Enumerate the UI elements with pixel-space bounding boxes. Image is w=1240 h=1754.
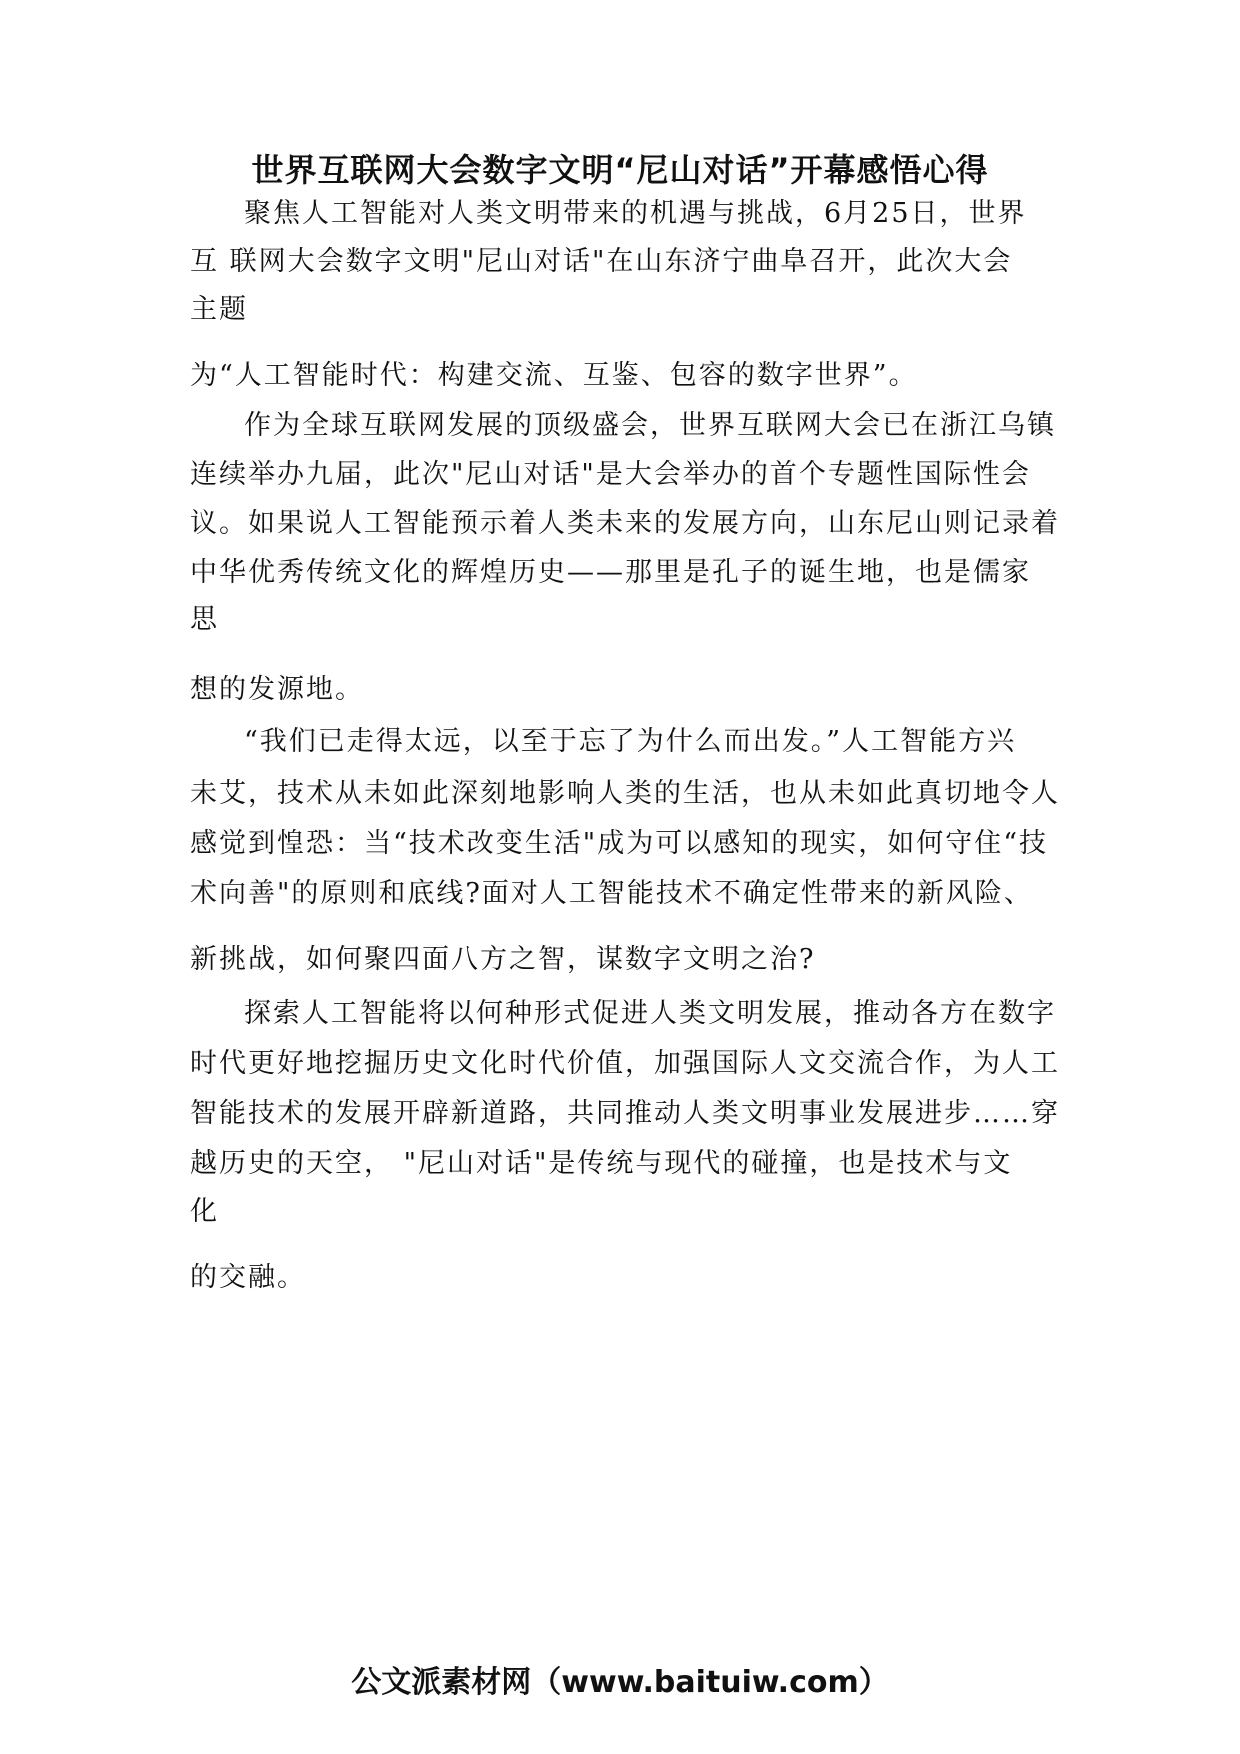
text-line: 连续举办九届，此次"尼山对话"是大会举办的首个专题性国际性会 [190, 459, 1031, 490]
text-line: 为“人工智能时代：构建交流、互鉴、包容的数字世界”。 [190, 360, 918, 391]
text-line: 聚焦人工智能对人类文明带来的机遇与挑战，6月25日，世界 [244, 198, 1027, 229]
text-line: 术向善"的原则和底线?面对人工智能技术不确定性带来的新风险、 [190, 878, 1033, 909]
text-line: 化 [190, 1196, 219, 1227]
text-line: 的交融。 [190, 1262, 306, 1293]
text-line: 时代更好地挖掘历史文化时代价值，加强国际人文交流合作，为人工 [190, 1048, 1060, 1079]
text-line: 越历史的天空， "尼山对话"是传统与现代的碰撞，也是技术与文 [190, 1148, 1013, 1179]
text-line: 思 [190, 604, 219, 635]
text-line: 主题 [190, 294, 248, 325]
text-line: 中华优秀传统文化的辉煌历史——那里是孔子的诞生地，也是儒家 [190, 557, 1031, 588]
text-line: 想的发源地。 [190, 674, 364, 705]
text-line: 作为全球互联网发展的顶级盛会，世界互联网大会已在浙江乌镇 [244, 410, 1056, 441]
text-line: “我们已走得太远，以至于忘了为什么而出发。”人工智能方兴 [244, 726, 1017, 757]
footer-source: 公文派素材网（www.baituiw.com） [351, 1665, 889, 1700]
text-line: 议。如果说人工智能预示着人类未来的发展方向，山东尼山则记录着 [190, 508, 1060, 539]
text-line: 新挑战，如何聚四面八方之智，谋数字文明之治? [190, 944, 816, 975]
text-line: 未艾，技术从未如此深刻地影响人类的生活，也从未如此真切地令人 [190, 778, 1060, 809]
text-line: 智能技术的发展开辟新道路，共同推动人类文明事业发展进步……穿 [190, 1098, 1060, 1129]
text-line: 互 联网大会数字文明"尼山对话"在山东济宁曲阜召开，此次大会 [190, 246, 1013, 277]
text-line: 探索人工智能将以何种形式促进人类文明发展，推动各方在数字 [244, 998, 1056, 1029]
document-title: 世界互联网大会数字文明“尼山对话”开幕感悟心得 [251, 151, 989, 189]
text-line: 感觉到惶恐：当“技术改变生活"成为可以感知的现实，如何守住“技 [190, 828, 1049, 859]
